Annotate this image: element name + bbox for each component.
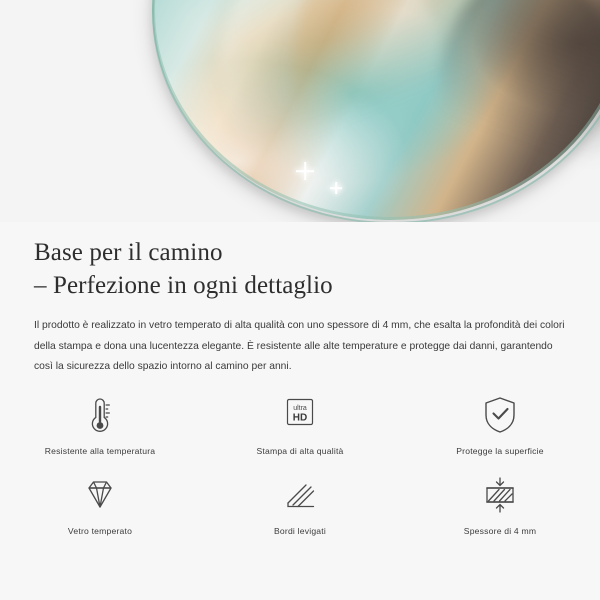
- headline-line-2: – Perfezione in ogni dettaglio: [34, 272, 333, 299]
- ultra-hd-icon: [279, 392, 321, 438]
- feature-label: Bordi levigati: [273, 526, 326, 536]
- feature-label: Resistente alla temperatura: [44, 446, 156, 456]
- thickness-arrows-icon: [479, 472, 521, 518]
- glass-disc-image: [152, 0, 600, 220]
- polished-edges-icon: [280, 472, 320, 518]
- description-paragraph: Il prodotto è realizzato in vetro temperato di alta qualità con uno spessore di 4 mm, che esalta la profondità dei colori della stampa e dona una lucentezza elegante. È resistente alle alte temperature e protegge dai danni, garantendo così la sicurezza dello spazio intorno al camino per anni.: [34, 320, 565, 373]
- feature-item-surface-protection: [400, 392, 600, 456]
- feature-item-temperature: [0, 392, 200, 456]
- feature-label: Vetro temperato: [67, 526, 133, 536]
- page-title: [0, 222, 600, 302]
- feature-label: Protegge la superficie: [456, 446, 544, 456]
- feature-item-tempered-glass: [0, 472, 200, 536]
- feature-item-polished-edges: [200, 472, 400, 536]
- feature-item-print-quality: [200, 392, 400, 456]
- headline-line-1: Base per il camino: [34, 239, 223, 266]
- feature-grid: [0, 392, 600, 536]
- feature-label: Stampa di alta qualità: [256, 446, 344, 456]
- text-content: [0, 222, 600, 378]
- diamond-icon: [79, 472, 121, 518]
- feature-item-thickness: [400, 472, 600, 536]
- svg-text:ultra: ultra: [293, 405, 307, 412]
- feature-label: Spessore di 4 mm: [463, 526, 537, 536]
- svg-text:HD: HD: [292, 412, 308, 424]
- thermometer-icon: [83, 392, 117, 438]
- shield-check-icon: [480, 392, 520, 438]
- hero-image: [0, 0, 600, 222]
